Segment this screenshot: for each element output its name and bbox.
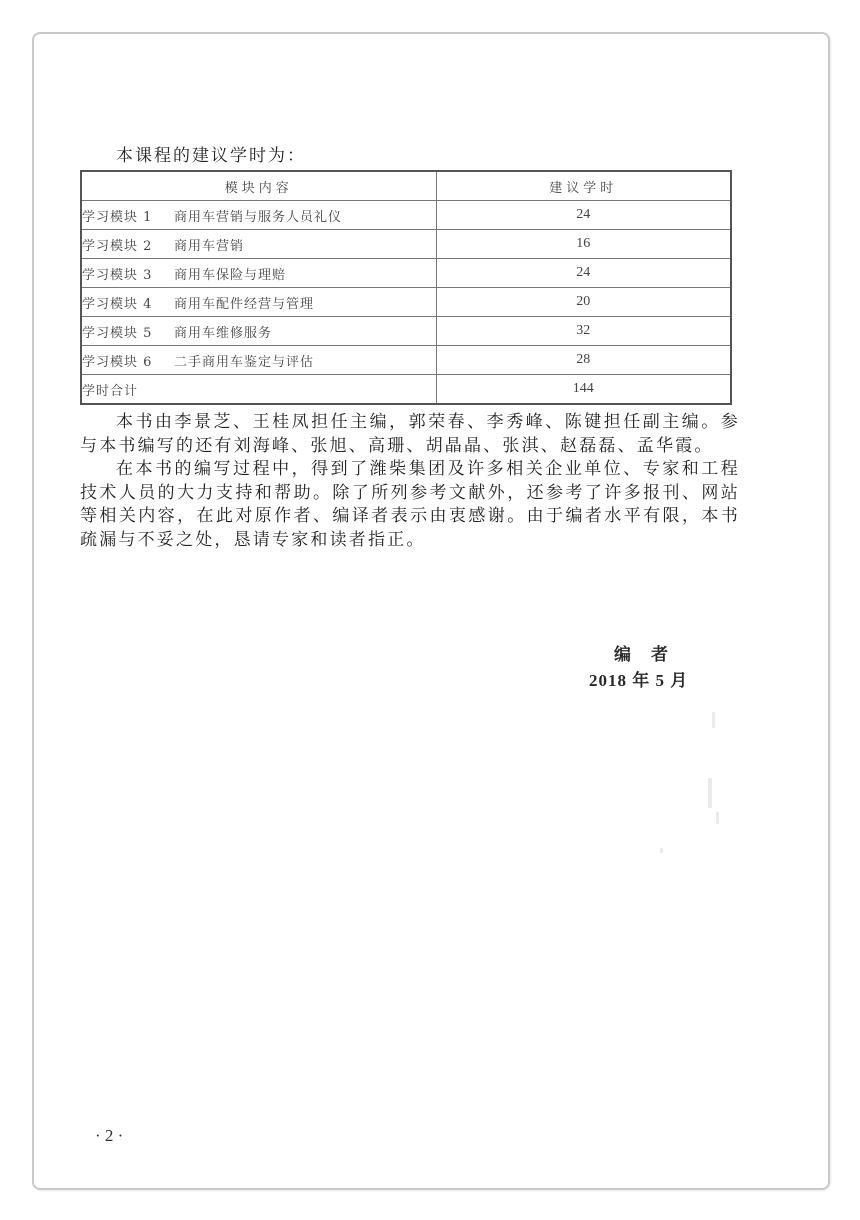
scan-smudge — [716, 812, 719, 824]
module-number: 学习模块 1 — [82, 209, 153, 225]
page-number: · 2 · — [95, 1126, 124, 1145]
module-cell — [81, 259, 436, 288]
intro-text: 本课程的建议学时为： — [116, 146, 306, 166]
total-hours: 144 — [436, 375, 731, 405]
table-row — [81, 230, 731, 259]
editors-paragraph: 本书由李景芝、王桂凤担任主编，郭荣春、李秀峰、陈键担任副主编。参与本书编写的还有刘海峰、张旭、高珊、胡晶晶、张淇、赵磊磊、孟华霞。 — [80, 412, 740, 456]
acknowledgement-paragraph: 在本书的编写过程中，得到了潍柴集团及许多相关企业单位、专家和工程技术人员的大力支持和帮助。除了所列参考文献外，还参考了许多报刊、网站等相关内容，在此对原作者、编译者表示由衷感谢。由于编者水平有限，本书疏漏与不妥之处，恳请专家和读者指正。 — [80, 459, 740, 550]
suggested-hours-table — [80, 170, 732, 405]
module-cell — [81, 346, 436, 375]
module-name: 商用车营销 — [174, 238, 245, 254]
hours-cell: 24 — [436, 201, 731, 230]
signature-role: 编者 — [614, 645, 688, 665]
module-name: 商用车保险与理赔 — [174, 267, 287, 283]
table-total-row — [81, 375, 731, 405]
module-cell — [81, 230, 436, 259]
scan-smudge — [660, 848, 663, 853]
scan-smudge — [712, 712, 715, 728]
module-cell — [81, 288, 436, 317]
total-label: 学时合计 — [81, 375, 436, 405]
module-name: 商用车维修服务 — [174, 325, 273, 341]
module-name: 商用车配件经营与管理 — [174, 296, 315, 312]
scan-smudge — [708, 778, 712, 808]
table-row — [81, 288, 731, 317]
hours-cell: 24 — [436, 259, 731, 288]
hours-cell: 16 — [436, 230, 731, 259]
table-row — [81, 317, 731, 346]
module-cell — [81, 317, 436, 346]
table-row — [81, 259, 731, 288]
header-module-content: 模块内容 — [81, 171, 436, 201]
module-number: 学习模块 2 — [82, 238, 153, 254]
hours-cell: 20 — [436, 288, 731, 317]
signature-date: 2018 年 5 月 — [589, 671, 689, 690]
module-name: 二手商用车鉴定与评估 — [174, 354, 315, 370]
hours-cell: 28 — [436, 346, 731, 375]
module-number: 学习模块 3 — [82, 267, 153, 283]
table-header-row — [81, 171, 731, 201]
table-row — [81, 201, 731, 230]
module-number: 学习模块 6 — [82, 354, 153, 370]
module-number: 学习模块 4 — [82, 296, 153, 312]
module-name: 商用车营销与服务人员礼仪 — [174, 209, 343, 225]
module-cell — [81, 201, 436, 230]
table-row — [81, 346, 731, 375]
module-number: 学习模块 5 — [82, 325, 153, 341]
header-suggested-hours: 建议学时 — [436, 171, 731, 201]
hours-cell: 32 — [436, 317, 731, 346]
